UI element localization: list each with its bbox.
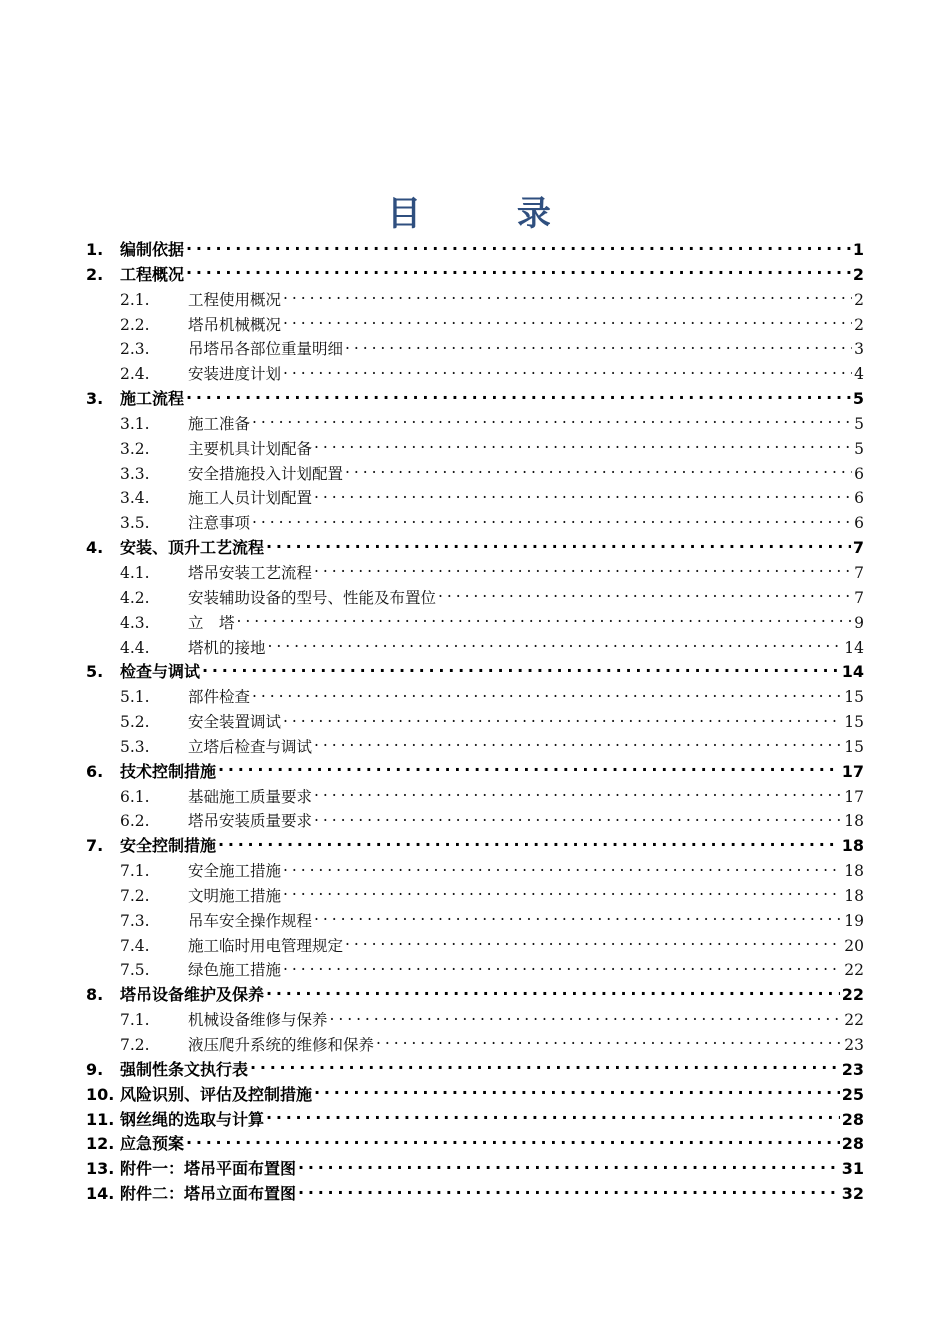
toc-entry-label: 附件一：塔吊平面布置图 — [120, 1159, 297, 1179]
toc-entry-label: 附件二：塔吊立面布置图 — [120, 1184, 297, 1204]
toc-entry-chapter[interactable] — [86, 263, 864, 288]
toc-entry-page-number: 3 — [854, 340, 864, 359]
toc-dot-leader — [266, 1109, 840, 1125]
toc-dot-leader — [218, 835, 840, 851]
toc-entry-label: 安全装置调试 — [188, 713, 282, 732]
toc-entry-number: 4.3. — [120, 613, 150, 632]
toc-entry-section[interactable] — [86, 685, 864, 710]
toc-entry-label: 部件检查 — [188, 688, 251, 707]
toc-entry-label: 钢丝绳的选取与计算 — [120, 1109, 265, 1129]
toc-dot-leader — [314, 438, 852, 454]
toc-entry-label: 安装、顶升工艺流程 — [120, 538, 265, 558]
toc-dot-leader — [283, 712, 842, 728]
toc-entry-label: 安全施工措施 — [188, 862, 282, 881]
toc-entry-section[interactable] — [86, 958, 864, 983]
toc-entry-page-number: 22 — [841, 985, 864, 1005]
toc-entry-number: 4.1. — [120, 563, 150, 582]
toc-dot-leader — [186, 239, 851, 255]
toc-dot-leader — [345, 935, 842, 951]
toc-entry-number: 2.2. — [120, 315, 150, 334]
toc-entry-page-number: 31 — [841, 1159, 864, 1179]
toc-entry-label: 检查与调试 — [120, 662, 201, 682]
toc-dot-leader — [345, 339, 852, 355]
toc-entry-page-number: 6 — [854, 464, 864, 483]
toc-entry-chapter[interactable] — [86, 238, 864, 263]
toc-entry-number: 3.5. — [120, 514, 150, 533]
toc-entry-chapter[interactable] — [86, 387, 864, 412]
toc-entry-page-number: 7 — [854, 563, 864, 582]
toc-dot-leader — [252, 413, 852, 429]
toc-entry-label: 安全措施投入计划配置 — [188, 464, 344, 483]
toc-entry-label: 工程概况 — [120, 264, 185, 284]
toc-entry-page-number: 19 — [844, 911, 864, 930]
toc-entry-page-number: 5 — [854, 414, 864, 433]
toc-entry-page-number: 1 — [852, 240, 864, 259]
toc-entry-section[interactable] — [86, 337, 864, 362]
toc-entry-label: 基础施工质量要求 — [188, 787, 313, 806]
toc-dot-leader — [314, 1084, 840, 1100]
toc-entry-page-number: 17 — [841, 761, 864, 781]
toc-entry-page-number: 5 — [854, 439, 864, 458]
toc-entry-number: 2.3. — [120, 340, 150, 359]
toc-dot-leader — [266, 537, 851, 553]
toc-list — [86, 238, 864, 1207]
toc-entry-section[interactable] — [86, 288, 864, 313]
toc-entry-section[interactable] — [86, 710, 864, 735]
toc-entry-label: 塔吊安装质量要求 — [188, 812, 313, 831]
toc-entry-number: 5.3. — [120, 737, 150, 756]
toc-dot-leader — [186, 264, 851, 280]
toc-entry-number: 3.1. — [120, 414, 150, 433]
toc-entry-number: 5.1. — [120, 688, 150, 707]
toc-entry-page-number: 2 — [852, 264, 864, 284]
toc-entry-number: 5.2. — [120, 713, 150, 732]
toc-entry-label: 液压爬升系统的维修和保养 — [188, 1036, 375, 1054]
toc-entry-label: 施工准备 — [188, 414, 251, 433]
toc-entry-chapter[interactable] — [86, 1058, 864, 1083]
toc-entry-page-number: 14 — [841, 662, 864, 682]
toc-dot-leader — [218, 761, 840, 777]
toc-dot-leader — [283, 861, 842, 877]
toc-entry-number: 4. — [86, 538, 104, 558]
toc-entry-number: 7.1. — [120, 862, 150, 881]
toc-entry-page-number: 15 — [844, 713, 864, 732]
toc-entry-chapter[interactable] — [86, 834, 864, 859]
toc-dot-leader — [283, 960, 842, 976]
toc-dot-leader — [330, 1010, 843, 1026]
toc-entry-label: 主要机具计划配备 — [188, 439, 313, 458]
toc-entry-section[interactable] — [86, 412, 864, 437]
toc-entry-chapter[interactable] — [86, 1108, 864, 1133]
toc-dot-leader — [314, 736, 842, 752]
toc-title: 目 录 — [387, 194, 593, 234]
toc-dot-leader — [266, 984, 840, 1000]
toc-entry-page-number: 22 — [844, 961, 864, 980]
toc-entry-label: 编制依据 — [120, 240, 185, 259]
toc-dot-leader — [298, 1183, 840, 1199]
toc-entry-number: 3.4. — [120, 489, 150, 508]
toc-entry-number: 5. — [86, 662, 104, 682]
toc-entry-section[interactable] — [86, 511, 864, 536]
toc-entry-label: 工程使用概况 — [188, 290, 282, 309]
toc-entry-section[interactable] — [86, 636, 864, 661]
toc-entry-label: 施工临时用电管理规定 — [188, 936, 344, 955]
toc-entry-page-number: 15 — [844, 688, 864, 707]
toc-dot-leader — [283, 885, 842, 901]
toc-entry-number: 7.5. — [120, 961, 150, 980]
toc-entry-chapter[interactable] — [86, 1083, 864, 1108]
toc-entry-section[interactable] — [86, 934, 864, 959]
toc-dot-leader — [314, 910, 842, 926]
toc-entry-label: 塔吊机械概况 — [188, 315, 282, 334]
toc-entry-label: 强制性条文执行表 — [120, 1059, 249, 1079]
toc-dot-leader — [345, 463, 852, 479]
toc-entry-page-number: 15 — [844, 737, 864, 756]
toc-entry-page-number: 6 — [854, 514, 864, 533]
toc-entry-section[interactable] — [86, 884, 864, 909]
toc-entry-page-number: 23 — [841, 1059, 864, 1079]
toc-entry-number: 6.1. — [120, 787, 150, 806]
toc-entry-page-number: 18 — [841, 836, 864, 856]
toc-entry-section[interactable] — [86, 809, 864, 834]
toc-dot-leader — [268, 637, 843, 653]
toc-entry-page-number: 23 — [844, 1036, 864, 1054]
toc-dot-leader — [237, 612, 852, 628]
toc-dot-leader — [283, 364, 852, 380]
toc-entry-section[interactable] — [86, 859, 864, 884]
toc-entry-label: 机械设备维修与保养 — [188, 1011, 328, 1030]
toc-entry-chapter[interactable] — [86, 1157, 864, 1182]
toc-dot-leader — [202, 661, 840, 677]
toc-entry-section[interactable] — [86, 462, 864, 487]
toc-dot-leader — [314, 488, 852, 504]
toc-entry-section[interactable] — [86, 313, 864, 338]
toc-entry-label: 塔吊安装工艺流程 — [188, 563, 313, 582]
toc-entry-page-number: 5 — [852, 389, 864, 409]
toc-entry-section[interactable] — [86, 611, 864, 636]
toc-entry-number: 3. — [86, 389, 104, 409]
toc-entry-page-number: 6 — [854, 489, 864, 508]
toc-entry-page-number: 28 — [841, 1134, 864, 1154]
toc-entry-number: 6. — [86, 761, 104, 781]
toc-entry-section[interactable] — [86, 785, 864, 810]
toc-dot-leader — [252, 513, 852, 529]
toc-entry-label: 文明施工措施 — [188, 886, 282, 905]
toc-entry-number: 7. — [86, 836, 104, 856]
toc-entry-number: 7.2. — [120, 1036, 150, 1054]
toc-entry-page-number: 7 — [852, 538, 864, 558]
toc-entry-page-number: 18 — [844, 886, 864, 905]
toc-entry-section[interactable] — [86, 586, 864, 611]
toc-dot-leader — [186, 1133, 840, 1149]
toc-entry-page-number: 25 — [841, 1084, 864, 1104]
toc-entry-page-number: 32 — [841, 1184, 864, 1204]
toc-entry-label: 立 塔 — [188, 613, 235, 632]
toc-entry-number: 9. — [86, 1059, 104, 1079]
toc-entry-page-number: 2 — [854, 315, 864, 334]
toc-dot-leader — [283, 314, 852, 330]
toc-entry-page-number: 14 — [844, 638, 864, 657]
toc-entry-label: 安装进度计划 — [188, 365, 282, 384]
toc-dot-leader — [376, 1035, 842, 1051]
toc-entry-label: 立塔后检查与调试 — [188, 737, 313, 756]
toc-entry-page-number: 9 — [854, 613, 864, 632]
toc-entry-label: 施工人员计划配置 — [188, 489, 313, 508]
toc-entry-label: 技术控制措施 — [120, 761, 217, 781]
toc-entry-label: 绿色施工措施 — [188, 961, 282, 980]
toc-dot-leader — [438, 587, 852, 603]
toc-entry-label: 安装辅助设备的型号、性能及布置位 — [188, 588, 437, 607]
toc-dot-leader — [252, 687, 842, 703]
toc-entry-label: 应急预案 — [120, 1134, 185, 1154]
toc-dot-leader — [283, 289, 852, 305]
toc-entry-chapter[interactable] — [86, 536, 864, 561]
toc-entry-label: 吊车安全操作规程 — [188, 911, 313, 930]
toc-entry-label: 塔吊设备维护及保养 — [120, 985, 265, 1005]
toc-entry-section[interactable] — [86, 486, 864, 511]
toc-entry-chapter[interactable] — [86, 760, 864, 785]
toc-entry-section[interactable] — [86, 437, 864, 462]
toc-entry-page-number: 22 — [844, 1011, 864, 1030]
toc-entry-page-number: 18 — [844, 812, 864, 831]
toc-entry-number: 7.4. — [120, 936, 150, 955]
toc-entry-label: 安全控制措施 — [120, 836, 217, 856]
toc-entry-number: 2.1. — [120, 290, 150, 309]
toc-entry-number: 12. — [86, 1134, 115, 1154]
toc-dot-leader — [314, 562, 852, 578]
toc-entry-number: 1. — [86, 240, 104, 259]
toc-entry-section[interactable] — [86, 1008, 864, 1033]
toc-entry-section[interactable] — [86, 909, 864, 934]
toc-entry-number: 3.2. — [120, 439, 150, 458]
toc-entry-number: 13. — [86, 1159, 115, 1179]
toc-dot-leader — [314, 811, 842, 827]
toc-entry-number: 2. — [86, 264, 104, 284]
toc-entry-chapter[interactable] — [86, 1132, 864, 1157]
toc-entry-page-number: 2 — [854, 290, 864, 309]
toc-entry-number: 11. — [86, 1109, 115, 1129]
toc-entry-number: 10. — [86, 1084, 115, 1104]
toc-entry-number: 4.4. — [120, 638, 150, 657]
toc-entry-number: 8. — [86, 985, 104, 1005]
toc-dot-leader — [186, 388, 851, 404]
toc-entry-chapter[interactable] — [86, 1182, 864, 1207]
toc-entry-label: 施工流程 — [120, 389, 185, 409]
toc-entry-label: 吊塔吊各部位重量明细 — [188, 340, 344, 359]
toc-dot-leader — [250, 1059, 840, 1075]
toc-entry-number: 7.2. — [120, 886, 150, 905]
toc-entry-page-number: 28 — [841, 1109, 864, 1129]
toc-entry-page-number: 20 — [844, 936, 864, 955]
toc-entry-chapter[interactable] — [86, 983, 864, 1008]
toc-entry-number: 14. — [86, 1184, 115, 1204]
toc-entry-section[interactable] — [86, 362, 864, 387]
toc-entry-chapter[interactable] — [86, 660, 864, 685]
toc-entry-page-number: 17 — [844, 787, 864, 806]
toc-entry-number: 3.3. — [120, 464, 150, 483]
toc-entry-label: 风险识别、评估及控制措施 — [120, 1084, 313, 1104]
toc-entry-page-number: 18 — [844, 862, 864, 881]
toc-entry-label: 注意事项 — [188, 514, 251, 533]
toc-entry-number: 7.3. — [120, 911, 150, 930]
toc-entry-page-number: 7 — [854, 588, 864, 607]
toc-dot-leader — [314, 786, 842, 802]
toc-dot-leader — [298, 1158, 840, 1174]
toc-entry-section[interactable] — [86, 735, 864, 760]
toc-entry-number: 6.2. — [120, 812, 150, 831]
toc-entry-section[interactable] — [86, 561, 864, 586]
toc-entry-number: 2.4. — [120, 365, 150, 384]
toc-entry-page-number: 4 — [854, 365, 864, 384]
toc-entry-section[interactable] — [86, 1033, 864, 1058]
toc-entry-number: 7.1. — [120, 1011, 150, 1030]
toc-entry-label: 塔机的接地 — [188, 638, 266, 657]
toc-entry-number: 4.2. — [120, 588, 150, 607]
